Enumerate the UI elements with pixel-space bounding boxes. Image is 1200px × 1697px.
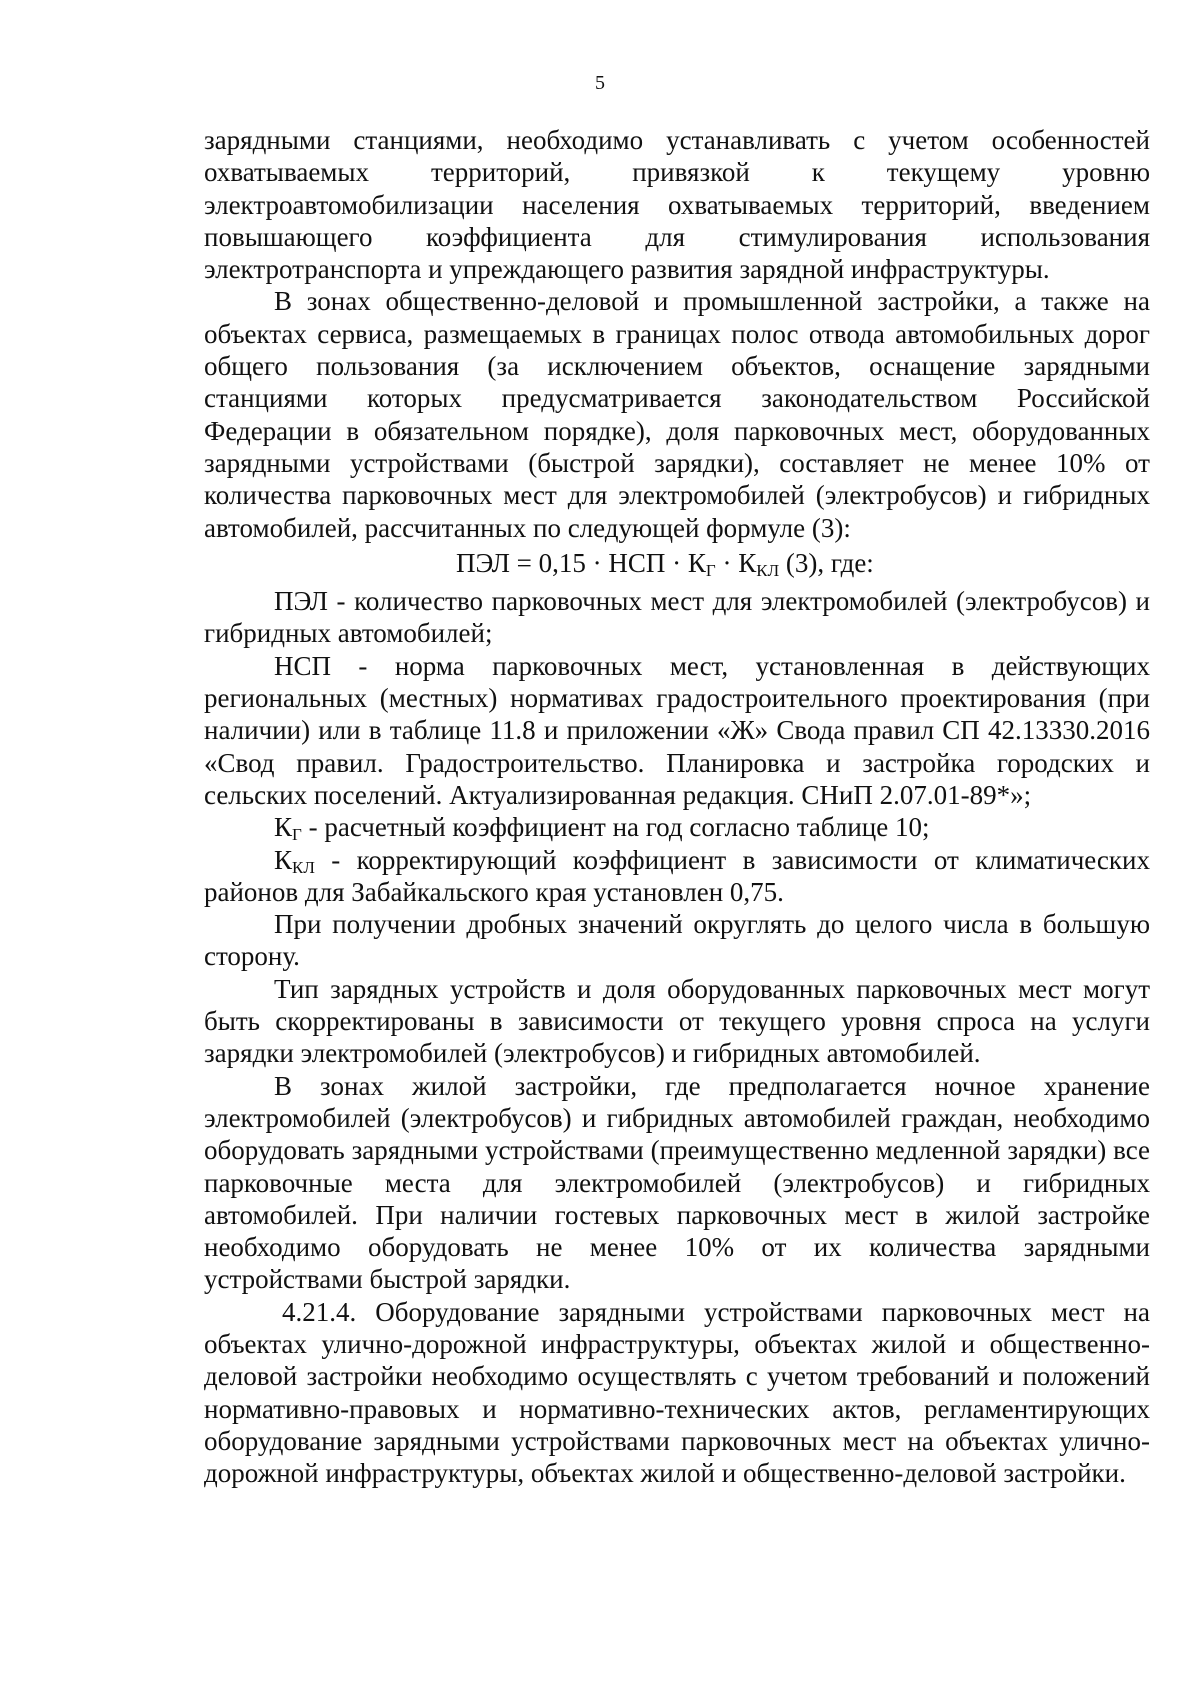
formula-tail: (3), где:	[779, 547, 874, 578]
kkl-text: - корректирующий коэффициент в зависимости от климатических районов для Забайкальского края установлен 0,75.	[204, 844, 1150, 907]
definition-pel: ПЭЛ - количество парковочных мест для электромобилей (электробусов) и гибридных автомобилей;	[204, 586, 1150, 649]
document-body	[204, 124, 1150, 1489]
formula-sub-kl: КЛ	[756, 560, 780, 580]
kg-text: - расчетный коэффициент на год согласно таблице 10;	[301, 812, 930, 843]
definition-kkl	[204, 844, 1150, 909]
paragraph-charger-type: Тип зарядных устройств и доля оборудованных парковочных мест могут быть скорректированы в зависимости от текущего уровня спроса на услуги зарядки электромобилей (электробусов) и гибридных автомобилей.	[204, 973, 1150, 1069]
kg-symbol: К	[274, 812, 293, 843]
paragraph-rounding: При получении дробных значений округлять до целого числа в большую сторону.	[204, 909, 1150, 972]
formula-mid: · К	[715, 547, 757, 578]
paragraph-business-zones: В зонах общественно-деловой и промышленной застройки, а также на объектах сервиса, размещаемых в границах полос отвода автомобильных дорог общего пользования (за исключением объектов, оснащение зарядными станциями которых предусматривается законодательством Российской Федерации в обязательном порядке), доля парковочных мест, оборудованных зарядными устройствами (быстрой зарядки), составляет не менее 10% от количества парковочных мест для электромобилей (электробусов) и гибридных автомобилей, рассчитанных по следующей формуле (3):	[204, 286, 1150, 543]
kg-subscript: Г	[292, 825, 302, 845]
formula-lhs: ПЭЛ = 0,15 · НСП · К	[456, 547, 706, 578]
paragraph-residential-zones: В зонах жилой застройки, где предполагается ночное хранение электромобилей (электробусов) и гибридных автомобилей граждан, необходимо оборудовать зарядными устройствами (преимущественно медленной зарядки) все парковочные места для электромобилей (электробусов) и гибридных автомобилей. При наличии гостевых парковочных мест в жилой застройке необходимо оборудовать не менее 10% от их количества зарядными устройствами быстрой зарядки.	[204, 1070, 1150, 1295]
definition-nsp: НСП - норма парковочных мест, установленная в действующих региональных (местных) нормативах градостроительного проектирования (при наличии) или в таблице 11.8 и приложении «Ж» Свода правил СП 42.13330.2016 «Свод правил. Градостроительство. Планировка и застройка городских и сельских поселений. Актуализированная редакция. СНиП 2.07.01-89*»;	[204, 650, 1150, 810]
formula-3	[204, 547, 1150, 579]
paragraph-4-21-4: 4.21.4. Оборудование зарядными устройствами парковочных мест на объектах улично-дорожной инфраструктуры, объектах жилой и общественно-деловой застройки необходимо осуществлять с учетом требований и положений нормативно-правовых и нормативно-технических актов, регламентирующих оборудование зарядными устройствами парковочных мест на объектах улично-дорожной инфраструктуры, объектах жилой и общественно-деловой застройки.	[204, 1296, 1150, 1489]
formula-sub-g: Г	[705, 560, 716, 580]
kkl-subscript: КЛ	[292, 857, 315, 877]
kkl-symbol: К	[274, 844, 293, 875]
paragraph-charging-stations: зарядными станциями, необходимо устанавливать с учетом особенностей охватываемых территорий, привязкой к текущему уровню электроавтомобилизации населения охватываемых территорий, введением повышающего коэффициента для стимулирования использования электротранспорта и упреждающего развития зарядной инфраструктуры.	[204, 125, 1150, 285]
page-number: 5	[595, 72, 605, 94]
definition-kg	[204, 811, 1150, 843]
